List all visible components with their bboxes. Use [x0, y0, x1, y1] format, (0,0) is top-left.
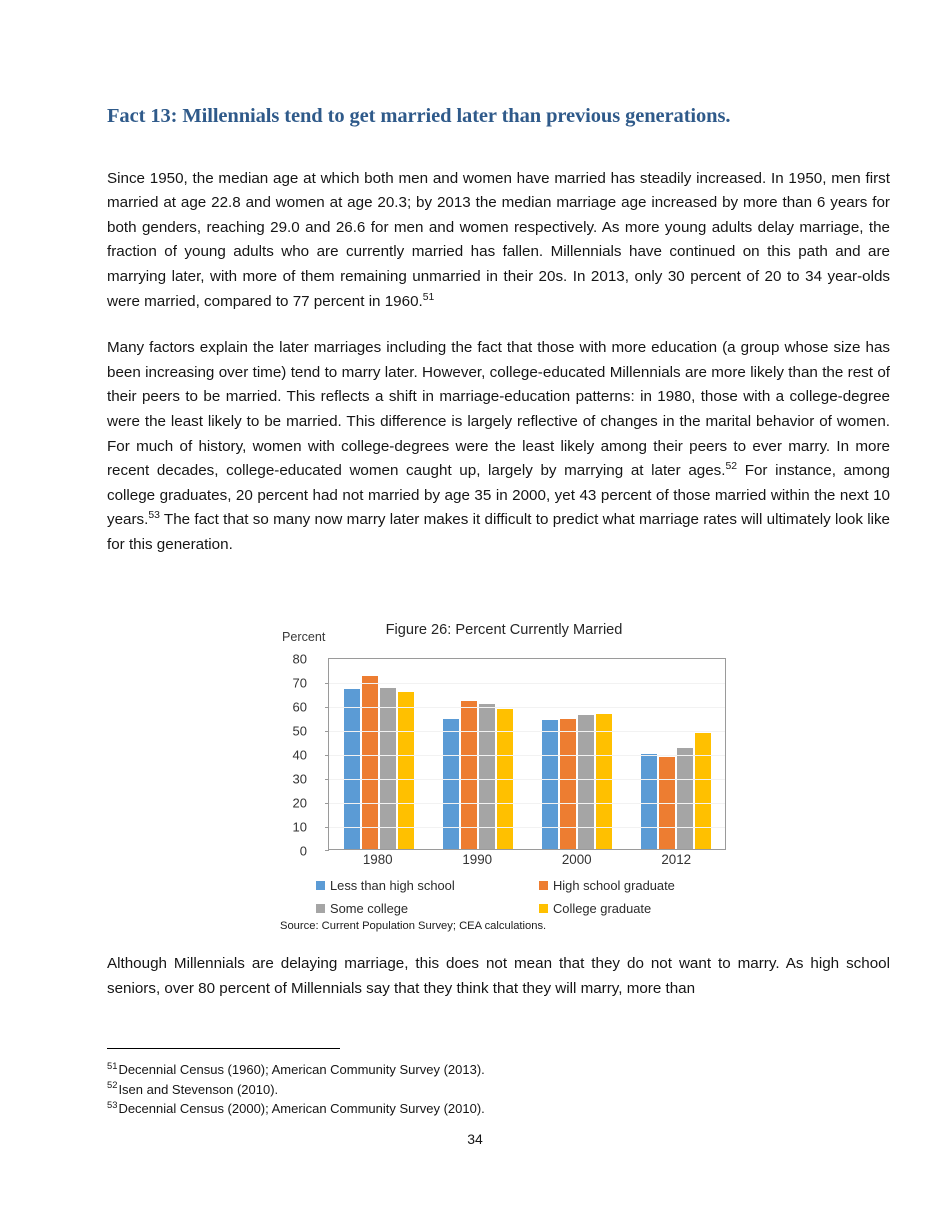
bar[interactable]: [695, 733, 711, 849]
page-title: Fact 13: Millennials tend to get married later than previous generations.: [107, 105, 731, 127]
bar[interactable]: [542, 720, 558, 849]
chart-y-tickmark: [325, 779, 329, 780]
chart-y-tickmark: [325, 803, 329, 804]
bar-group-2012: [626, 659, 725, 849]
footnote-marker-51: 51: [107, 1059, 118, 1071]
paragraph-2-text-c: The fact that so many now marry later makes it difficult to predict what marriage rates will ultimately look like for this generation.: [107, 511, 890, 553]
footnote-ref-52[interactable]: 52: [725, 461, 738, 473]
bar[interactable]: [596, 714, 612, 849]
bar-group-2000: [527, 659, 626, 849]
chart-y-tickmark: [325, 731, 329, 732]
paragraph-1: [107, 167, 890, 315]
paragraph-2-text-b: For instance, among college graduates, 20 percent had not married by age 35 in 2000, yet 43 percent of those married within the next 10 years.: [107, 462, 890, 529]
chart-legend-row-1: [294, 878, 714, 893]
chart-gridline: [329, 827, 725, 828]
bar[interactable]: [443, 719, 459, 849]
legend-label-2: Some college: [330, 901, 409, 916]
chart-plot-outer: [279, 651, 728, 867]
bar-group-1990: [428, 659, 527, 849]
chart-gridline: [329, 755, 725, 756]
chart-gridline: [329, 803, 725, 804]
chart-legend: [294, 878, 714, 924]
bar[interactable]: [560, 719, 576, 849]
footnote-51: [107, 1060, 890, 1080]
legend-item-1[interactable]: [529, 878, 675, 893]
legend-item-2[interactable]: [294, 901, 529, 916]
legend-label-1: High school graduate: [553, 878, 675, 893]
paragraph-1-text: Since 1950, the median age at which both men and women have married has steadily increased. In 1950, men first married at age 22.8 and women at age 20.3; by 2013 the median marriage age increased by more than 6 years for both genders, reaching 29.0 and 26.6 for men and women respectively. As more young adults delay marriage, the fraction of young adults who are currently married has fallen. Millennials have continued on this path and are marrying later, with more of them remaining unmarried in their 20s. In 2013, only 30 percent of 20 to 34 year-olds were married, compared to 77 percent in 1960.: [107, 169, 890, 310]
footnote-separator: [107, 1048, 340, 1049]
chart-y-tickmark: [325, 827, 329, 828]
x-tick-label: 1980: [362, 852, 393, 867]
legend-label-3: College graduate: [553, 901, 652, 916]
chart-title-line-1: Figure 26: Percent Currently Married: [385, 622, 623, 638]
x-tick-label: 1990: [462, 852, 493, 867]
bar[interactable]: [344, 689, 360, 849]
legend-label-0: Less than high school: [330, 878, 455, 893]
footnote-text-53: Decennial Census (2000); American Community Survey (2010).: [118, 1101, 485, 1116]
chart-x-tick-labels: [328, 852, 726, 867]
footnote-ref-53[interactable]: 53: [148, 510, 160, 522]
bar-group-1980: [329, 659, 428, 849]
legend-swatch-icon-0: [316, 881, 325, 890]
y-tick-label: 80: [292, 651, 307, 667]
paragraph-2-text-a: Many factors explain the later marriages including the fact that those with more education (a group whose size has been increasing over time) tend to marry later. However, college-educated Millennials are more likely than the rest of their peers to be married. This reflects a shift in marriage-education patterns: in 1980, those with a college-degree were the least likely to be married. This difference is largely reflective of changes in the marital behavior of women. For much of history, women with college-degrees were the least likely among their peers to ever marry. In more recent decades, college-educated women caught up, largely by marrying at later ages.: [107, 339, 890, 480]
legend-swatch-icon-2: [316, 904, 325, 913]
y-tick-label: 70: [292, 675, 307, 691]
legend-swatch-icon-1: [539, 881, 548, 890]
y-tick-label: 30: [292, 771, 307, 787]
y-tick-label: 60: [292, 699, 307, 715]
chart-bar-groups: [329, 659, 725, 849]
chart-y-axis-title: Percent: [282, 630, 326, 644]
chart-y-tickmark: [325, 707, 329, 708]
document-body-after-figure: [107, 952, 890, 1001]
legend-item-3[interactable]: [529, 901, 651, 916]
bar[interactable]: [362, 676, 378, 849]
footnote-52: [107, 1080, 890, 1100]
chart-legend-row-2: [294, 901, 714, 916]
chart-y-tickmark: [325, 850, 329, 851]
bar[interactable]: [380, 688, 396, 849]
legend-swatch-icon-3: [539, 904, 548, 913]
footnote-text-52: Isen and Stevenson (2010).: [118, 1081, 279, 1097]
bar[interactable]: [641, 754, 657, 849]
footnote-block: [107, 1048, 890, 1119]
chart-gridline: [329, 779, 725, 780]
paragraph-2: [107, 336, 890, 557]
bar[interactable]: [578, 715, 594, 849]
footnote-text-51: Decennial Census (1960); American Community Survey (2013).: [118, 1062, 485, 1077]
chart-y-tick-labels: [279, 651, 307, 859]
legend-item-0[interactable]: [294, 878, 529, 893]
footnote-ref-51[interactable]: 51: [422, 291, 435, 303]
chart-y-tickmark: [325, 755, 329, 756]
y-tick-label: 50: [292, 723, 307, 739]
bar[interactable]: [398, 692, 414, 849]
page-number: 34: [467, 1131, 483, 1147]
chart-source-note: Source: Current Population Survey; CEA calculations.: [280, 920, 547, 932]
y-tick-label: 40: [292, 747, 307, 763]
chart-gridline: [329, 731, 725, 732]
chart-y-tickmark: [325, 683, 329, 684]
x-tick-label: 2012: [661, 852, 692, 867]
footnote-marker-53: 53: [107, 1098, 118, 1110]
x-tick-label: 2000: [561, 852, 592, 867]
paragraph-3: Although Millennials are delaying marriage, this does not mean that they do not want to marry. As high school seniors, over 80 percent of Millennials say that they think that they will marry, more than: [107, 955, 890, 997]
figure-26: [258, 600, 728, 935]
chart-plot-area: [328, 658, 726, 850]
footnote-marker-52: 52: [107, 1079, 118, 1091]
bar[interactable]: [677, 748, 693, 849]
y-tick-label: 20: [292, 795, 307, 811]
footnote-53: [107, 1099, 890, 1119]
document-body: [107, 104, 890, 580]
y-tick-label: 0: [299, 843, 307, 859]
chart-gridline: [329, 683, 725, 684]
chart-gridline: [329, 707, 725, 708]
y-tick-label: 10: [292, 819, 307, 835]
